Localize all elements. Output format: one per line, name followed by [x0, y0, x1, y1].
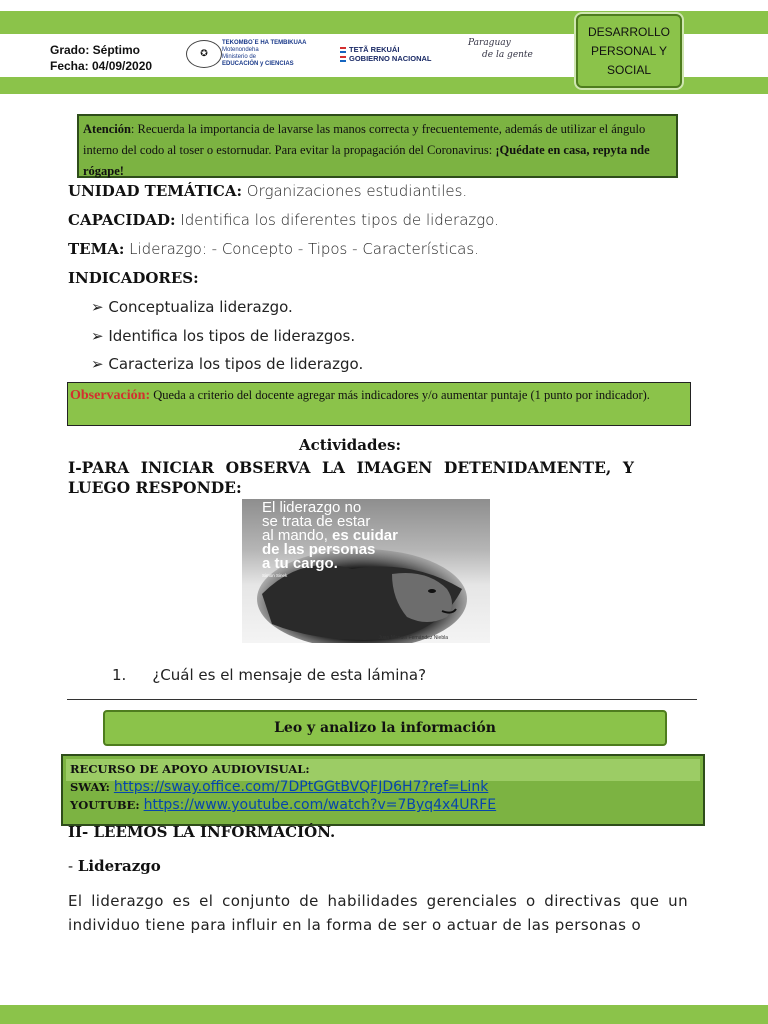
- slogan-logo: Paraguay de la gente: [468, 38, 533, 60]
- capacidad: CAPACIDAD: Identifica los diferentes tipos de liderazgo.: [68, 211, 499, 229]
- question-1: 1. ¿Cuál es el mensaje de esta lámina?: [112, 666, 427, 684]
- image-quote: El liderazgo no se trata de estar al mando, es cuidar de las personas a tu cargo.: [262, 499, 398, 572]
- indicator-item: ➢ Caracteriza los tipos de liderazgo.: [91, 355, 364, 373]
- observation-label: Observación:: [70, 388, 151, 403]
- section-2-subtitle: - Liderazgo: [68, 857, 161, 875]
- attention-notice: [77, 114, 678, 178]
- resources-title: RECURSO DE APOYO AUDIOVISUAL:: [70, 762, 310, 776]
- indicator-item: ➢ Conceptualiza liderazgo.: [91, 298, 293, 316]
- government-logo: TETÃ REKUÁI GOBIERNO NACIONAL: [340, 45, 432, 63]
- flag-icon: [340, 47, 346, 53]
- ministry-seal-icon: ✪: [186, 40, 222, 68]
- grade-label: Grado: Séptimo: [50, 43, 141, 57]
- youtube-link[interactable]: https://www.youtube.com/watch?v=7Byq4x4URFE: [143, 797, 497, 813]
- arrow-bullet-icon: ➢: [91, 327, 104, 345]
- youtube-label: YOUTUBE:: [70, 798, 144, 812]
- footer-band: [0, 1005, 768, 1024]
- activity-instruction-line1: I-PARA INICIAR OBSERVA LA IMAGEN DETENIDAMENTE, Y: [68, 458, 634, 477]
- observation-text: Queda a criterio del docente agregar más indicadores y/o aumentar puntaje (1 punto por indicador).: [150, 388, 650, 402]
- arrow-bullet-icon: ➢: [91, 298, 104, 316]
- section-2-title: II- LEEMOS LA INFORMACIÓN.: [68, 823, 336, 841]
- activity-instruction-line2: LUEGO RESPONDE:: [68, 478, 242, 497]
- section-banner: Leo y analizo la información: [103, 710, 667, 746]
- lion-quote-image: [242, 499, 490, 643]
- indicadores-heading: INDICADORES:: [68, 269, 199, 287]
- attention-label: Atención: [83, 122, 131, 136]
- image-author: Simon Sinek: [262, 573, 288, 578]
- section-2-paragraph: El liderazgo es el conjunto de habilidades gerenciales o directivas que un individuo tiene para influir en la forma de ser o actuar de las personas o: [68, 892, 688, 934]
- subject-badge: DESARROLLO PERSONAL Y SOCIAL: [576, 14, 682, 88]
- resources-box: [61, 754, 705, 826]
- attention-text: : Recuerda la importancia de lavarse las manos correcta y frecuentemente, además de utilizar el ángulo interno del codo al toser o estornudar. Para evitar la propagación del Coronavirus:: [83, 122, 646, 157]
- ministry-logo: TEKOMBO´E HA TEMBIKUAA Motenondeha Ministerio de EDUCACIÓN y CIENCIAS: [222, 40, 307, 67]
- observation-box: [67, 382, 691, 426]
- tema: TEMA: Liderazgo: - Concepto - Tipos - Características.: [68, 240, 479, 258]
- unidad-tematica: UNIDAD TEMÁTICA: Organizaciones estudiantiles.: [68, 182, 468, 200]
- flag-icon: [340, 56, 346, 62]
- date-label: Fecha: 04/09/2020: [50, 59, 153, 73]
- attention-emphasis: ¡Quédate en casa, repyta nde rógape!: [83, 143, 650, 178]
- sway-label: SWAY:: [70, 780, 114, 794]
- indicator-item: ➢ Identifica los tipos de liderazgos.: [91, 327, 356, 345]
- sway-link[interactable]: https://sway.office.com/7DPtGGtBVQFJD6H7?ref=Link: [113, 779, 489, 795]
- header-info: [50, 42, 152, 74]
- activities-title: Actividades:: [298, 436, 402, 454]
- arrow-bullet-icon: ➢: [91, 355, 104, 373]
- image-footer: Juan Manuel Fernández Niebla: [378, 635, 448, 641]
- answer-line: [67, 699, 697, 700]
